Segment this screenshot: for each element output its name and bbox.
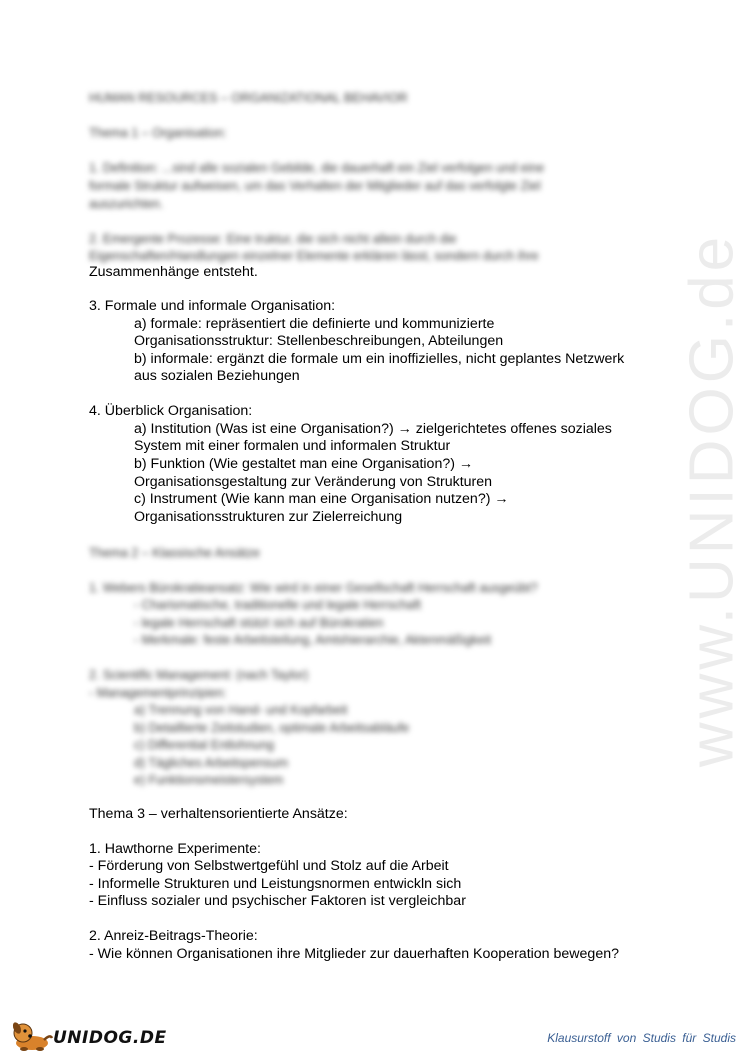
- overview-heading: 4. Überblick Organisation:: [89, 403, 253, 419]
- definition-line-1: 1. Definition: ...sind alle sozialen Gebilde, die dauerhaft ein Ziel verfolgen und eine: [89, 161, 545, 175]
- principle-item-3: c) Differential Entlohnung: [134, 738, 275, 752]
- weber-item-1: - Charismatische, traditionelle und legale Herrschaft: [134, 598, 421, 612]
- thema-3-heading: Thema 3 – verhaltensorientierte Ansätze:: [89, 806, 348, 822]
- watermark-text: www.UNIDOG.de: [677, 232, 747, 768]
- management-principles-label: - Managementprinzipien:: [89, 686, 227, 700]
- formal-item-line-2: Organisationsstruktur: Stellenbeschreibungen, Abteilungen: [134, 333, 504, 349]
- weber-heading: 1. Webers Bürokratieansatz: Wie wird in einer Gesellschaft Herrschaft ausgeübt?: [89, 581, 538, 595]
- overview-item-line-3: b) Funktion (Wie gestaltet man eine Organisation?) →: [134, 456, 474, 472]
- weber-item-2: - legale Herrschaft stützt sich auf Bürokratien: [134, 616, 384, 630]
- principle-item-1: a) Trennung von Hand- und Kopfarbeit: [134, 703, 348, 717]
- formal-informal-heading: 3. Formale und informale Organisation:: [89, 298, 336, 314]
- overview-item-line-1: a) Institution (Was ist eine Organisation?) → zielgerichtetes offenes soziales: [134, 421, 612, 437]
- weber-item-3: - Merkmale: feste Arbeitsteilung, Amtshierarchie, Aktenmäßigkeit: [134, 633, 492, 647]
- emergent-line-end: Zusammenhänge entsteht.: [89, 264, 258, 280]
- scientific-management-heading: 2. Scientific Management: (nach Taylor): [89, 668, 309, 682]
- hawthorne-item-3: - Einfluss sozialer und psychischer Faktoren ist vergleichbar: [89, 893, 466, 909]
- hawthorne-heading: 1. Hawthorne Experimente:: [89, 841, 261, 857]
- principle-item-2: b) Detaillierte Zeitstudien, optimale Arbeitsabläufe: [134, 721, 410, 735]
- anreiz-item-1: - Wie können Organisationen ihre Mitglieder zur dauerhaften Kooperation bewegen?: [89, 946, 619, 962]
- emergent-line-2: Eigenschaften/Handlungen einzelner Elemente erklären lässt, sondern durch ihre: [89, 249, 539, 263]
- formal-item-line-1: a) formale: repräsentiert die definierte und kommunizierte: [134, 316, 495, 332]
- footer-tagline: Klausurstoff von Studis für Studis: [547, 1031, 736, 1045]
- hawthorne-item-2: - Informelle Strukturen und Leistungsnormen entwickln sich: [89, 876, 462, 892]
- overview-item-line-4: Organisationsgestaltung zur Veränderung von Strukturen: [134, 474, 493, 490]
- formal-item-line-4: aus sozialen Beziehungen: [134, 368, 300, 384]
- formal-item-line-3: b) informale: ergänzt die formale um ein inoffizielles, nicht geplantes Netzwerk: [134, 351, 625, 367]
- principle-item-4: d) Tägliches Arbeitspensum: [134, 756, 289, 770]
- dog-logo-icon: [10, 1018, 54, 1052]
- emergent-line-1: 2. Emergente Prozesse: Eine truktur, die sich nicht allein durch die: [89, 232, 457, 246]
- logo-text: UNIDOG.DE: [53, 1028, 167, 1048]
- thema-2-heading: Thema 2 – Klassische Ansätze: [89, 546, 260, 560]
- document-title: HUMAN RESOURCES – ORGANIZATIONAL BEHAVIOR: [89, 91, 408, 105]
- definition-line-2: formale Struktur aufweisen, um das Verhalten der Mitglieder auf das verfolgte Ziel: [89, 179, 541, 193]
- overview-item-line-2: System mit einer formalen und informalen Struktur: [134, 438, 451, 454]
- overview-item-line-6: Organisationsstrukturen zur Zielerreichung: [134, 509, 403, 525]
- principle-item-5: e) Funktionsmeistersystem: [134, 773, 284, 787]
- overview-item-line-5: c) Instrument (Wie kann man eine Organisation nutzen?) →: [134, 491, 509, 507]
- hawthorne-item-1: - Förderung von Selbstwertgefühl und Stolz auf die Arbeit: [89, 858, 449, 874]
- thema-1-heading: Thema 1 – Organisation:: [89, 126, 227, 140]
- anreiz-heading: 2. Anreiz-Beitrags-Theorie:: [89, 928, 258, 944]
- definition-line-3: auszurichten.: [89, 197, 164, 211]
